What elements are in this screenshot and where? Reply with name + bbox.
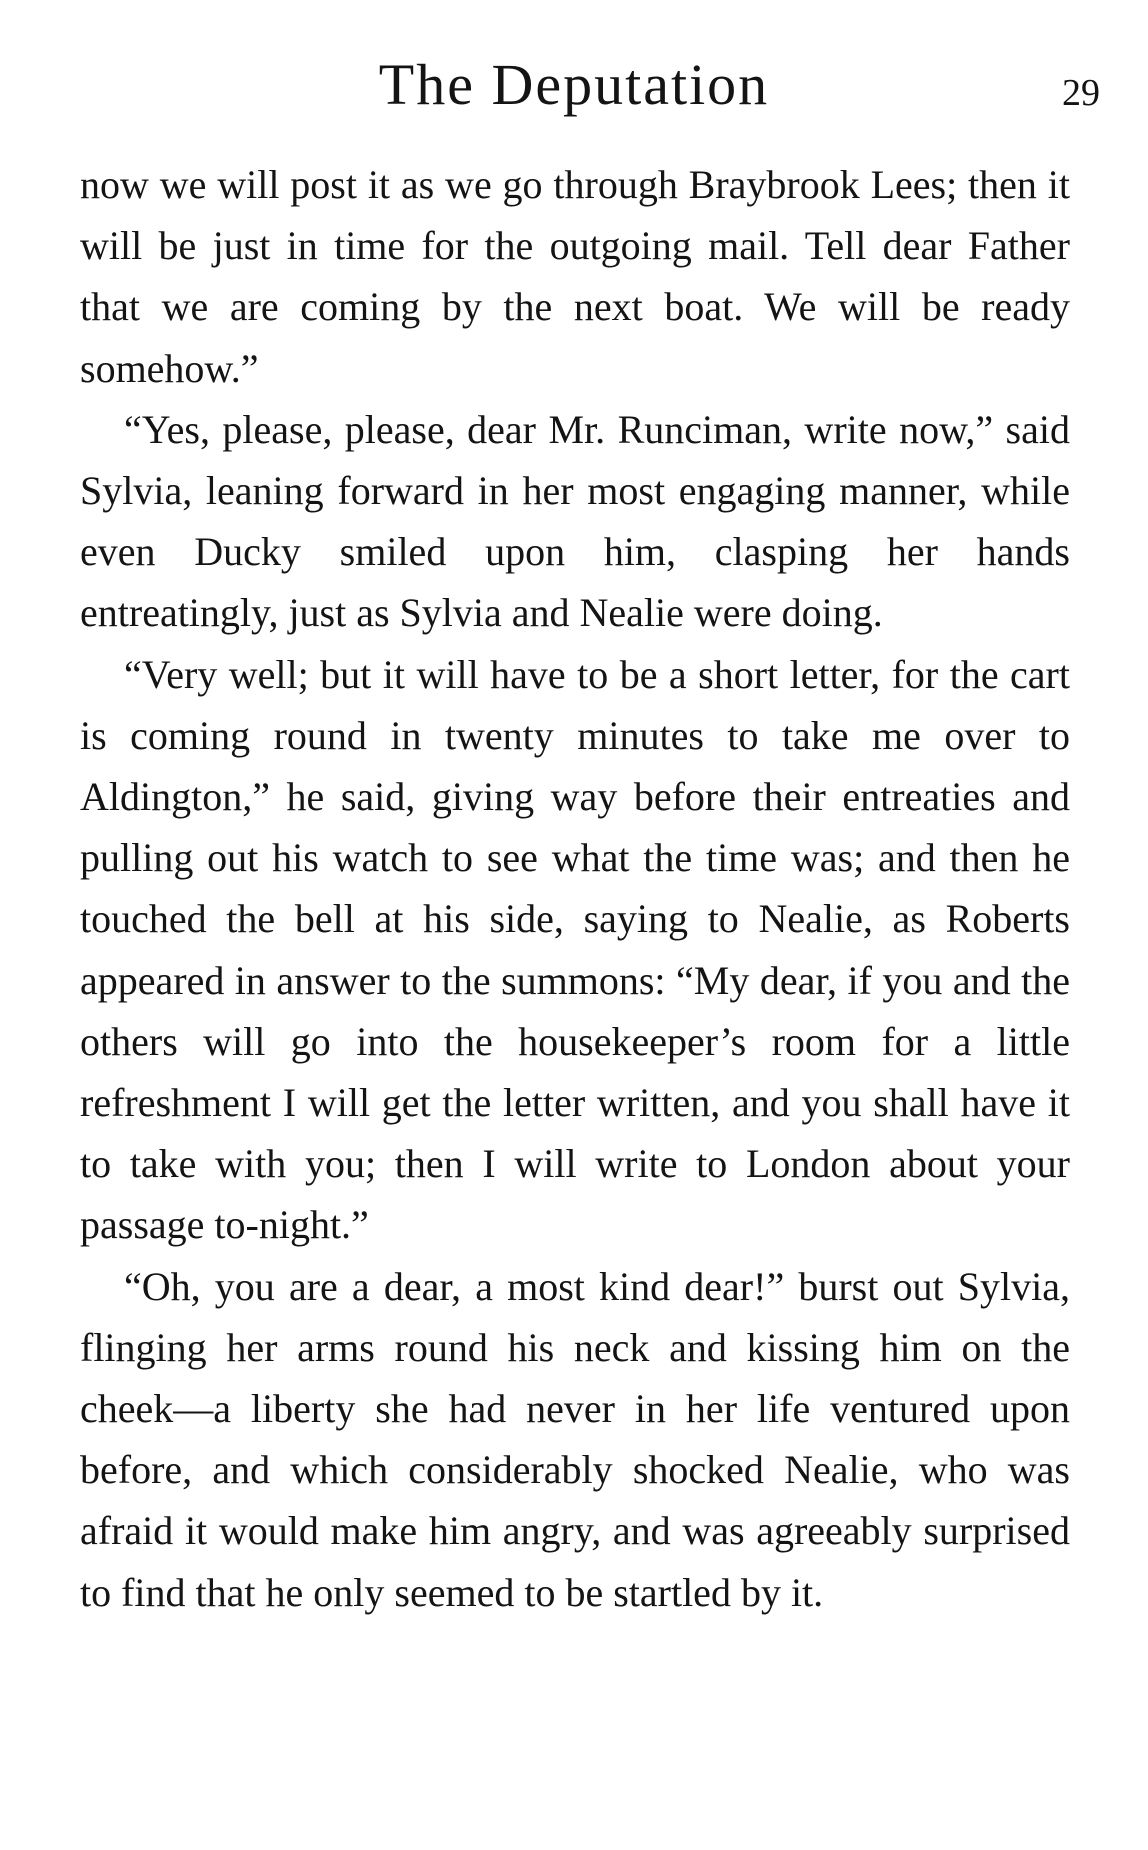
- text-body: [80, 154, 1070, 1623]
- paragraph-3: “Very well; but it will have to be a short letter, for the cart is coming round in twenty minutes to take me over to Aldington,” he said, giving way before their entreaties and pulling out his watch to see what the time was; and then he touched the bell at his side, saying to Nealie, as Roberts appeared in answer to the summons: “My dear, if you and the others will go into the housekeeper’s room for a little refreshment I will get the letter written, and you shall have it to take with you; then I will write to London about your passage to-night.”: [80, 651, 1070, 1248]
- running-head: [0, 50, 1148, 130]
- page-number: 29: [1062, 72, 1100, 114]
- running-title: The Deputation: [378, 52, 770, 117]
- paragraph-1: now we will post it as we go through Braybrook Lees; then it will be just in time for the outgoing mail. Tell dear Father that we are coming by the next boat. We will be ready somehow.”: [80, 162, 1070, 391]
- paragraph-2: “Yes, please, please, dear Mr. Runciman, write now,” said Sylvia, leaning forward in her most engaging manner, while even Ducky smiled upon him, clasping her hands entreatingly, just as Sylvia and Nealie were doing.: [80, 406, 1070, 636]
- paragraph-4: “Oh, you are a dear, a most kind dear!” burst out Sylvia, flinging her arms round his neck and kissing him on the cheek—a liberty she had never in her life ventured upon before, and which considerably shocked Nealie, who was afraid it would make him angry, and was agreeably surprised to find that he only seemed to be startled by it.: [80, 1263, 1070, 1615]
